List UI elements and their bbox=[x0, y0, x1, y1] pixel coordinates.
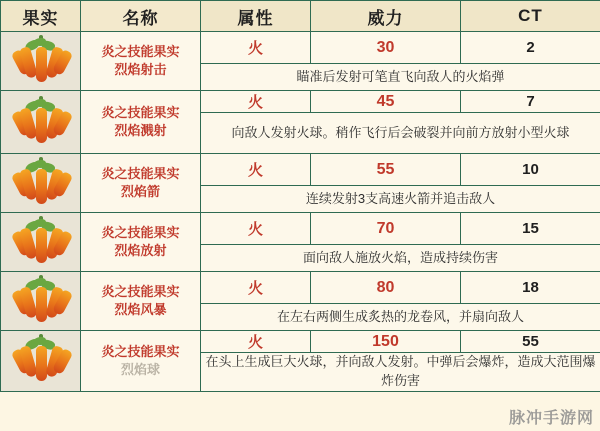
skill-name-cell bbox=[81, 272, 201, 331]
description-cell: 向敌人发射火球。稍作飞行后会破裂并向前方放射小型火球 bbox=[201, 113, 600, 154]
skill-name-line2: 烈焰射击 bbox=[114, 62, 167, 77]
fruit-cell bbox=[1, 154, 81, 213]
fruit-cell bbox=[1, 32, 81, 91]
skill-name-line1: 炎之技能果实 bbox=[101, 344, 180, 360]
skill-name-line2: 烈焰放射 bbox=[114, 243, 167, 258]
fruit-cell bbox=[1, 213, 81, 272]
pepper-fruit-icon bbox=[13, 215, 69, 265]
table-row bbox=[1, 272, 600, 304]
skill-name-cell bbox=[81, 91, 201, 154]
attribute-cell: 火 bbox=[201, 213, 311, 245]
skill-name-line1: 炎之技能果实 bbox=[101, 166, 180, 182]
table-row bbox=[1, 154, 600, 186]
table-row bbox=[1, 32, 600, 64]
description-cell: 瞄准后发射可笔直飞向敌人的火焰弹 bbox=[201, 64, 600, 91]
table-row bbox=[1, 91, 600, 113]
column-header-name: 名称 bbox=[81, 1, 201, 32]
skill-name-line1: 炎之技能果实 bbox=[101, 225, 180, 241]
pepper-fruit-icon bbox=[13, 333, 69, 383]
ct-cell: 55 bbox=[461, 331, 600, 353]
column-header-ct: CT bbox=[461, 1, 600, 32]
power-cell: 70 bbox=[311, 213, 461, 245]
skill-name-line2: 烈焰球 bbox=[120, 361, 160, 377]
column-header-attribute: 属性 bbox=[201, 1, 311, 32]
attribute-cell: 火 bbox=[201, 32, 311, 64]
fruit-cell bbox=[1, 91, 81, 154]
ct-cell: 7 bbox=[461, 91, 600, 113]
table-header-row bbox=[1, 1, 600, 32]
ct-cell: 18 bbox=[461, 272, 600, 304]
pepper-fruit-icon bbox=[13, 95, 69, 145]
skill-name-cell bbox=[81, 154, 201, 213]
pepper-fruit-icon bbox=[13, 34, 69, 84]
table-row bbox=[1, 213, 600, 245]
skill-name-line1: 炎之技能果实 bbox=[101, 44, 180, 60]
attribute-cell: 火 bbox=[201, 91, 311, 113]
site-watermark: 脉冲手游网 bbox=[508, 410, 594, 427]
skill-name-cell bbox=[81, 213, 201, 272]
description-cell: 在左右两侧生成炙热的龙卷风，并扇向敌人 bbox=[201, 304, 600, 331]
pepper-fruit-icon bbox=[13, 274, 69, 324]
skill-name-cell bbox=[81, 331, 201, 392]
column-header-fruit: 果实 bbox=[1, 1, 81, 32]
fruit-cell bbox=[1, 331, 81, 392]
attribute-cell: 火 bbox=[201, 331, 311, 353]
table-row bbox=[1, 331, 600, 353]
ct-cell: 10 bbox=[461, 154, 600, 186]
skill-name-line2: 烈焰溅射 bbox=[114, 123, 167, 138]
skill-name-line1: 炎之技能果实 bbox=[101, 284, 180, 300]
column-header-power: 威力 bbox=[311, 1, 461, 32]
power-cell: 150 bbox=[311, 331, 461, 353]
power-cell: 30 bbox=[311, 32, 461, 64]
attribute-cell: 火 bbox=[201, 272, 311, 304]
skill-name-line2: 烈焰箭 bbox=[120, 184, 160, 199]
power-cell: 55 bbox=[311, 154, 461, 186]
ct-cell: 15 bbox=[461, 213, 600, 245]
fruit-cell bbox=[1, 272, 81, 331]
skill-name-cell bbox=[81, 32, 201, 91]
description-cell: 在头上生成巨大火球，并向敌人发射。中弹后会爆炸，造成大范围爆炸伤害 bbox=[201, 353, 600, 392]
ct-cell: 2 bbox=[461, 32, 600, 64]
pepper-fruit-icon bbox=[13, 156, 69, 206]
power-cell: 80 bbox=[311, 272, 461, 304]
power-cell: 45 bbox=[311, 91, 461, 113]
attribute-cell: 火 bbox=[201, 154, 311, 186]
skill-name-line2: 烈焰风暴 bbox=[114, 302, 167, 317]
description-cell: 面向敌人施放火焰，造成持续伤害 bbox=[201, 245, 600, 272]
description-cell: 连续发射3支高速火箭并追击敌人 bbox=[201, 186, 600, 213]
skill-name-line1: 炎之技能果实 bbox=[101, 105, 180, 121]
